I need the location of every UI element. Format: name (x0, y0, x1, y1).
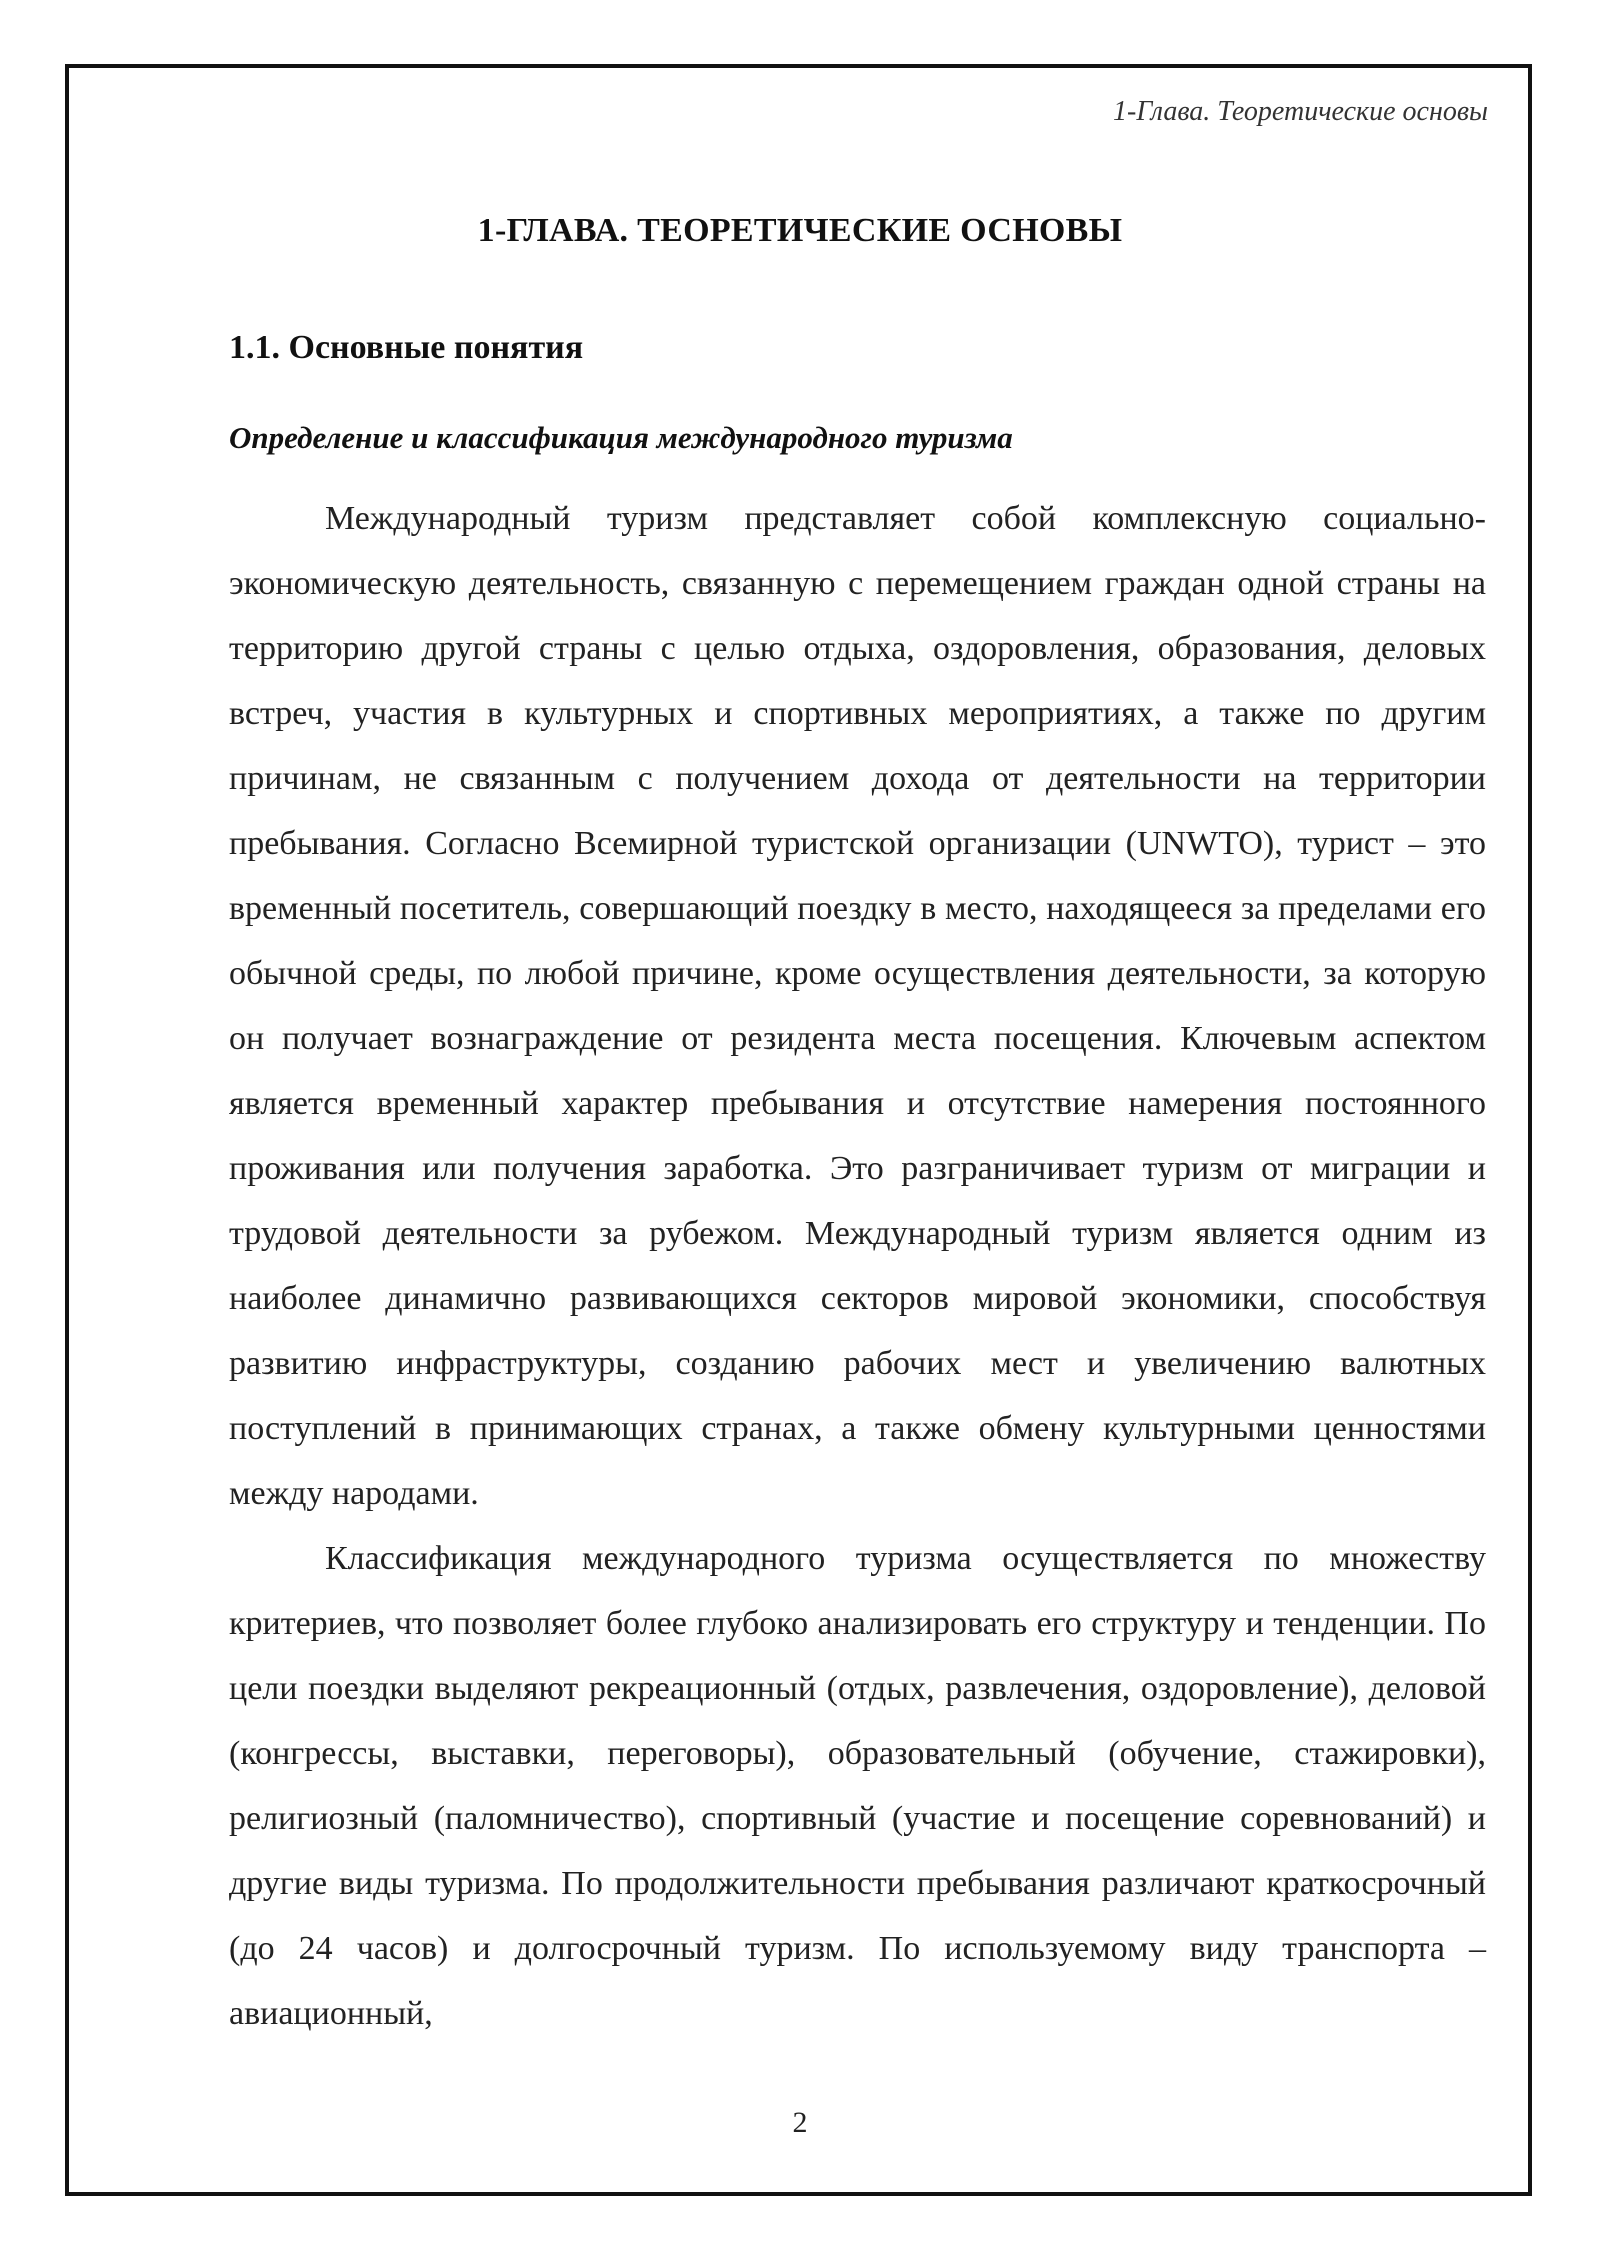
paragraph: Международный туризм представляет собой комплексную социально-экономическую деятельность, связанную с перемещением граждан одной страны на территорию другой страны с целью отдыха, оздоровления, образования, деловых встреч, участия в культурных и спортивных мероприятиях, а также по другим причинам, не связанным с получением дохода от деятельности на территории пребывания. Согласно Всемирной туристской организации (UNWTO), турист – это временный посетитель, совершающий поездку в место, находящееся за пределами его обычной среды, по любой причине, кроме осуществления деятельности, за которую он получает вознаграждение от резидента места посещения. Ключевым аспектом является временный характер пребывания и отсутствие намерения постоянного проживания или получения заработка. Это разграничивает туризм от миграции и трудовой деятельности за рубежом. Международный туризм является одним из наиболее динамично развивающихся секторов мировой экономики, способствуя развитию инфраструктуры, созданию рабочих мест и увеличению валютных поступлений в принимающих странах, а также обмену культурными ценностями между народами. (229, 500, 1486, 1512)
page-number: 2 (792, 2106, 808, 2139)
body-text (229, 486, 1486, 2046)
running-header: 1-Глава. Теоретические основы (1113, 96, 1488, 127)
section-title: 1.1. Основные понятия (229, 329, 584, 366)
paragraph: Классификация международного туризма осуществляется по множеству критериев, что позволяет более глубоко анализировать его структуру и тенденции. По цели поездки выделяют рекреационный (отдых, развлечения, оздоровление), деловой (конгрессы, выставки, переговоры), образовательный (обучение, стажировки), религиозный (паломничество), спортивный (участие и посещение соревнований) и другие виды туризма. По продолжительности пребывания различают краткосрочный (до 24 часов) и долгосрочный туризм. По используемому виду транспорта – авиационный, (229, 1540, 1486, 2032)
subsection-title: Определение и классификация международного туризма (229, 420, 1013, 455)
chapter-title: 1-ГЛАВА. ТЕОРЕТИЧЕСКИЕ ОСНОВЫ (477, 212, 1123, 249)
